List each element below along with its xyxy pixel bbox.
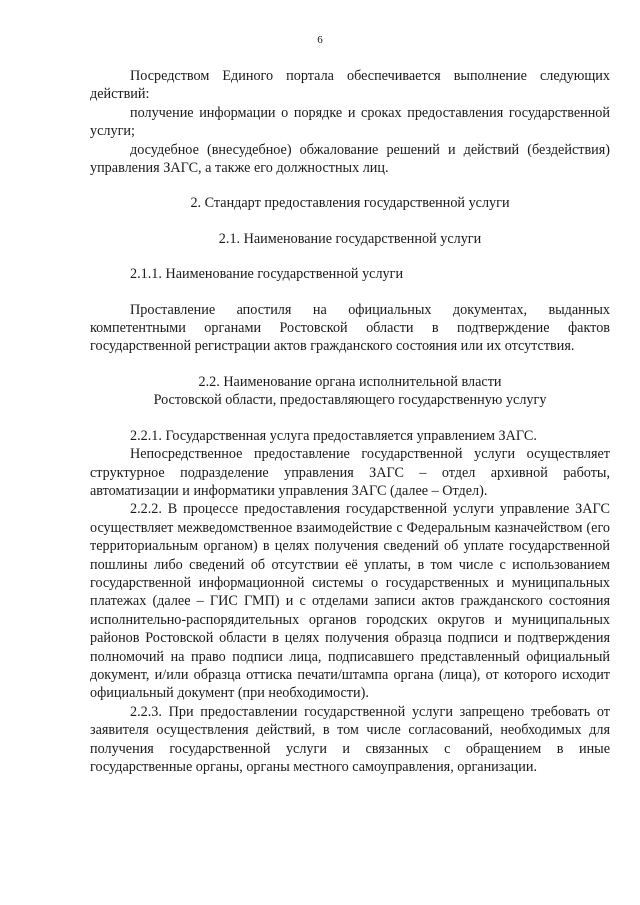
- intro-item-2: досудебное (внесудебное) обжалование решений и действий (бездействия) управления ЗАГС, а также его должностных лиц.: [90, 141, 610, 177]
- section-2-1-title: 2.1. Наименование государственной услуги: [218, 230, 482, 247]
- paragraph-2-2-1-continued: Непосредственное предоставление государственной услуги осуществляет структурное подразделение управления ЗАГС – отдел архивной работы, автоматизации и информатики управления ЗАГС (далее – Отдел).: [90, 446, 610, 499]
- service-name-paragraph: Проставление апостиля на официальных документах, выданных компетентными органами Ростовской области в подтверждение фактов государственной регистрации актов гражданского состояния или их отсутствия.: [90, 301, 610, 355]
- subsection-2-1-1-title: 2.1.1. Наименование государственной услуги: [130, 266, 404, 283]
- paragraph-2-2-3: 2.2.3. При предоставлении государственной услуги запрещено требовать от заявителя осуществления действий, в том числе согласований, необходимых для получения государственной услуги и связанных с обращением в иные государственные органы, органы местного самоуправления, организации.: [90, 703, 610, 775]
- paragraph-2-2-1: 2.2.1. Государственная услуга предоставляется управлением ЗАГС.: [130, 427, 537, 444]
- section-2-2-title-line-2: Ростовской области, предоставляющего государственную услугу: [153, 392, 547, 409]
- page-number: 6: [317, 34, 323, 46]
- section-2-title: 2. Стандарт предоставления государственной услуги: [190, 195, 510, 212]
- section-2-2-title-line-1: 2.2. Наименование органа исполнительной власти: [198, 373, 502, 390]
- page-content: [90, 67, 610, 776]
- intro-item-1: получение информации о порядке и сроках предоставления государственной услуги;: [90, 104, 610, 140]
- paragraph-2-2-2: 2.2.2. В процессе предоставления государственной услуги управление ЗАГС осуществляет межведомственное взаимодействие с Федеральным казначейством (его территориальным органом) в целях получения сведений об уплате государственной пошлины либо сведений об отсутствии её уплаты, в том числе с использованием государственной информационной системы о государственных и муниципальных платежах (далее – ГИС ГМП) и с отделами записи актов гражданского состояния исполнительно-распорядительных органов городских округов и муниципальных районов Ростовской области в целях получения образца подписи и подтверждения полномочий на право подписи лица, подписавшего представленный официальный документ, и/или образца оттиска печати/штампа органа (лица), от которого исходит официальный документ (при необходимости).: [90, 501, 610, 702]
- intro-lead: Посредством Единого портала обеспечивается выполнение следующих действий:: [90, 68, 610, 103]
